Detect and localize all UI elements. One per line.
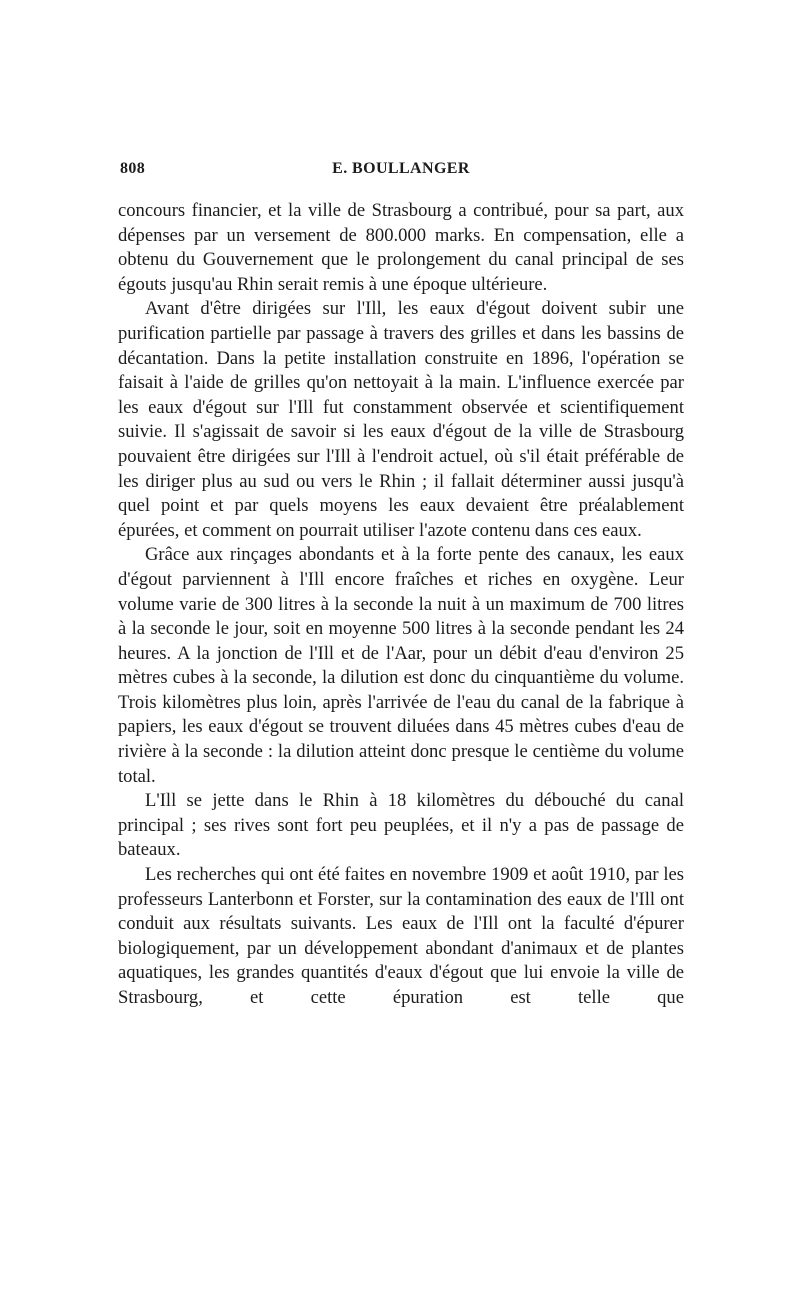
body-text	[118, 199, 684, 1011]
running-title: E. BOULLANGER	[332, 160, 470, 177]
running-head	[118, 160, 684, 182]
paragraph-1: concours financier, et la ville de Strasbourg a contribué, pour sa part, aux dépenses par un versement de 800.000 marks. En compensation, elle a obtenu du Gouvernement que le prolongement du canal principal de ses égouts jusqu'au Rhin serait remis à une époque ultérieure.	[118, 200, 684, 295]
page-number: 808	[120, 160, 146, 177]
paragraph-2: Avant d'être dirigées sur l'Ill, les eaux d'égout doivent subir une purification partielle par passage à travers des grilles et dans les bassins de décantation. Dans la petite installation construite en 1896, l'opération se faisait à l'aide de grilles qu'on nettoyait à la main. L'influence exercée par les eaux d'égout sur l'Ill fut constamment observée et scientifiquement suivie. Il s'agissait de savoir si les eaux d'égout de la ville de Strasbourg pouvaient être dirigées sur l'Ill à l'endroit actuel, où s'il était préférable de les diriger plus au sud ou vers le Rhin ; il fallait déterminer aussi jusqu'à quel point et par quels moyens les eaux devaient être préalablement épurées, et comment on pourrait utiliser l'azote contenu dans ces eaux.	[118, 298, 684, 541]
paragraph-3: Grâce aux rinçages abondants et à la forte pente des canaux, les eaux d'égout parviennent à l'Ill encore fraîches et riches en oxygène. Leur volume varie de 300 litres à la seconde la nuit à un maximum de 700 litres à la seconde le jour, soit en moyenne 500 litres à la seconde pendant les 24 heures. A la jonction de l'Ill et de l'Aar, pour un débit d'eau d'environ 25 mètres cubes à la seconde, la dilution est donc du cinquantième du volume. Trois kilomètres plus loin, après l'arrivée de l'eau du canal de la fabrique à papiers, les eaux d'égout se trouvent diluées dans 45 mètres cubes d'eau de rivière à la seconde : la dilution atteint donc presque le centième du volume total.	[118, 544, 684, 787]
paragraph-5: Les recherches qui ont été faites en novembre 1909 et août 1910, par les professeurs Lanterbonn et Forster, sur la contamination des eaux de l'Ill ont conduit aux résultats suivants. Les eaux de l'Ill ont la faculté d'épurer biologiquement, par un développement abondant d'animaux et de plantes aquatiques, les grandes quantités d'eaux d'égout que lui envoie la ville de Strasbourg, et cette épuration est telle que	[118, 864, 684, 1008]
paragraph-4: L'Ill se jette dans le Rhin à 18 kilomètres du débouché du canal principal ; ses rives sont fort peu peuplées, et il n'y a pas de passage de bateaux.	[118, 790, 684, 861]
